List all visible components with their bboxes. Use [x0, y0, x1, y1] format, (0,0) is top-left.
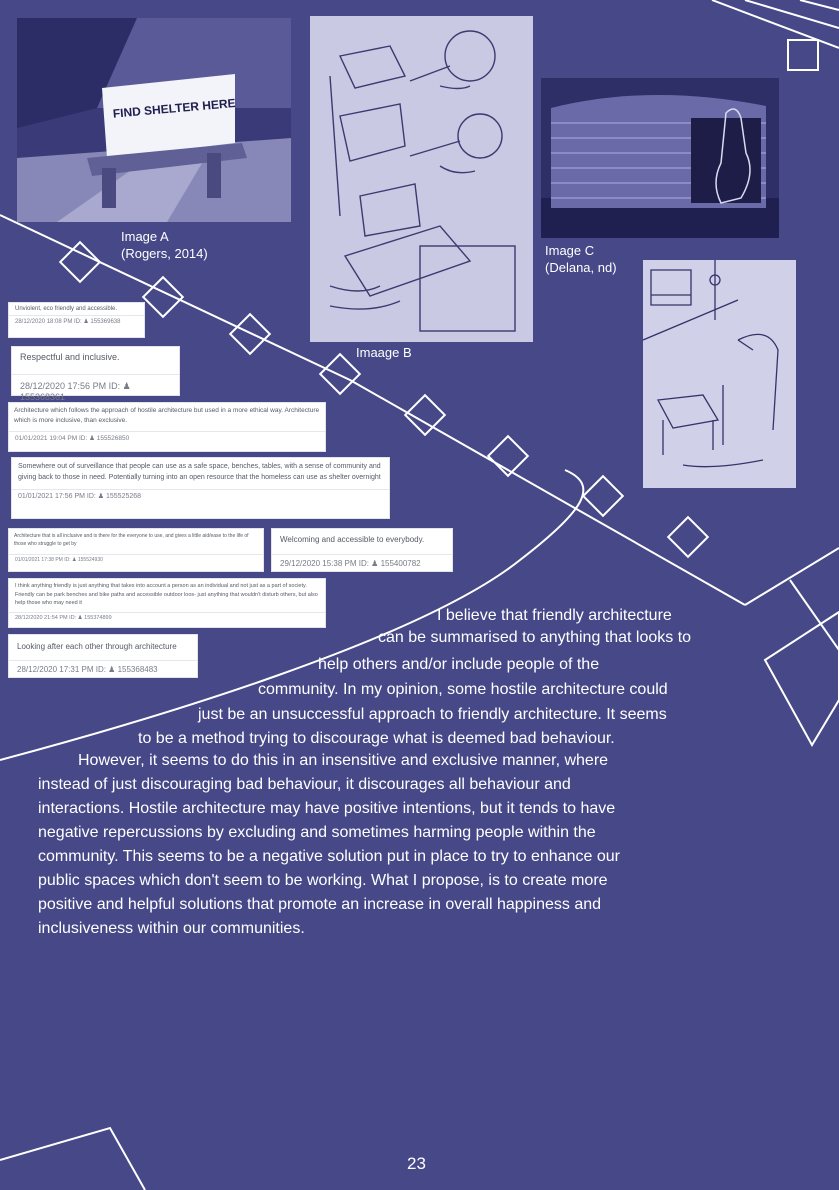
body-line: interactions. Hostile architecture may have positive intentions, but it tends to have	[38, 800, 616, 817]
image-c-shelter-render	[541, 78, 779, 238]
comment-meta: 01/01/2021 17:38 PM ID: ♟ 155524930	[15, 557, 103, 563]
body-line: I believe that friendly architecture	[437, 607, 672, 624]
body-line: community. This seems to be a negative solution put in place to try to enhance our	[38, 848, 620, 865]
comment-meta: 28/12/2020 17:56 PM ID: ♟ 155368361	[20, 381, 131, 402]
comment-text: Respectful and inclusive.	[12, 347, 179, 375]
comment-card	[8, 528, 264, 572]
comment-card	[8, 402, 326, 452]
body-line: positive and helpful solutions that promote an increase in overall happiness and	[38, 896, 602, 913]
comment-text: Welcoming and accessible to everybody.	[272, 529, 452, 555]
comment-text: Looking after each other through architecture	[9, 635, 197, 661]
body-line: However, it seems to do this in an insensitive and exclusive manner, where	[78, 752, 609, 769]
comment-meta: 01/01/2021 17:56 PM ID: ♟ 155525268	[18, 493, 142, 500]
comment-meta: 28/12/2020 18:08 PM ID: ♟ 155369638	[15, 319, 121, 325]
body-line: help others and/or include people of the	[318, 656, 600, 673]
comment-card	[8, 634, 198, 678]
body-line: negative repercussions by excluding and sometimes harming people within the	[38, 824, 596, 841]
image-b-sketch	[310, 16, 533, 342]
body-line: can be summarised to anything that looks to	[378, 629, 692, 646]
body-line: inclusiveness within our communities.	[38, 920, 305, 937]
image-c-caption: Image C (Delana, nd)	[545, 243, 617, 275]
comment-card	[8, 302, 145, 338]
image-d-shelter-sketch	[643, 260, 796, 488]
comment-meta: 28/12/2020 17:31 PM ID: ♟ 155368483	[17, 665, 158, 674]
page-number: 23	[407, 1154, 426, 1173]
comment-card	[8, 578, 326, 628]
image-a-bench-photo	[17, 18, 291, 222]
body-line: instead of just discouraging bad behaviour, it discourages all behaviour and	[38, 776, 571, 793]
comment-text: Architecture which follows the approach of hostile architecture but used in a more ethical way. Architecture which is more inclusive, than exclusive.	[9, 403, 325, 432]
comment-meta: 29/12/2020 15:38 PM ID: ♟ 155400782	[280, 559, 421, 568]
comment-meta: 28/12/2020 21:54 PM ID: ♟ 155374899	[15, 614, 112, 621]
body-line: just be an unsuccessful approach to friendly architecture. It seems	[198, 706, 667, 723]
image-b-caption: Imaage B	[356, 345, 412, 360]
comment-card	[11, 346, 180, 402]
body-line: community. In my opinion, some hostile architecture could	[258, 681, 668, 698]
comment-text: I think anything friendly is just anything that takes into account a person as an individual and not just as a part of society. Friendly can be park benches and bike paths and accessible outdoor loos- just anything that wouldn't disturb others, but also help those who may need it	[9, 579, 325, 613]
comment-card	[271, 528, 453, 572]
body-line: public spaces which don't seem to be working. What I propose, is to create more	[38, 872, 608, 889]
body-line: to be a method trying to discourage what is deemed bad behaviour.	[138, 730, 615, 747]
comment-card	[11, 457, 390, 519]
bench-sign-text: FIND SHELTER HERE	[112, 96, 237, 121]
comment-text: Unviolent, eco friendly and accessible.	[9, 303, 144, 316]
comment-text: Somewhere out of surveillance that people can use as a safe space, benches, tables, with a sense of community and giving back to those in need. Potentially turning into an open resource that the homeless can use as shelter overnight	[12, 458, 389, 490]
image-a-caption: Image A (Rogers, 2014)	[121, 229, 208, 261]
comment-meta: 01/01/2021 19:04 PM ID: ♟ 155526850	[15, 435, 130, 442]
comment-text: Architecture that is all inclusive and is there for the everyone to use, and gives a little aid/ease to the life of those who struggle to get by	[9, 529, 263, 555]
